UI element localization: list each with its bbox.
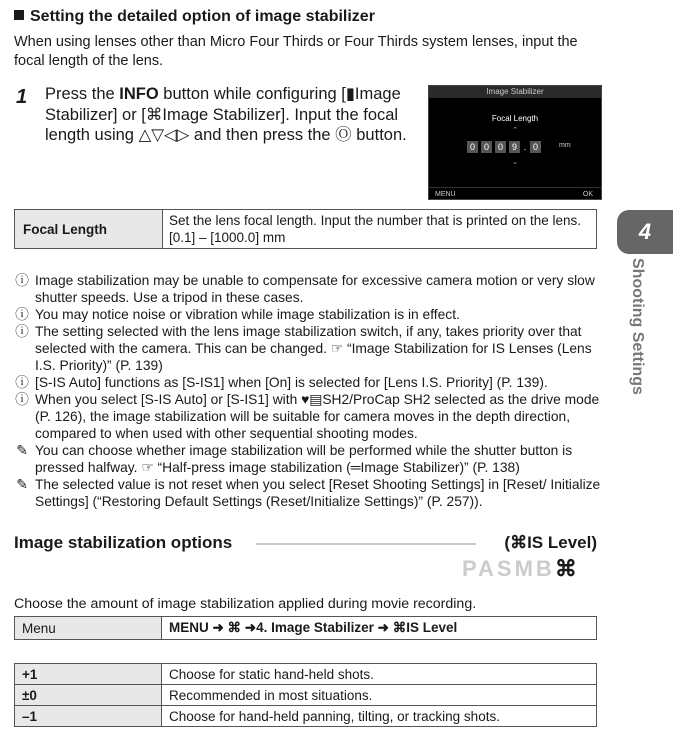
note-item: ⓘ Image stabilization may be unable to compensate for excessive camera motion or very slow shutter speeds. Use a tripod in these cases. [15,273,595,305]
note-item: ✎ The selected value is not reset when you select [Reset Shooting Settings] in [Reset/ Initialize Settings] (“Restoring Default Settings (Reset/Initialize Settings)” (P. 257)). [14,476,604,510]
note-item: ⓘ When you select [S-IS Auto] or [S-IS1] with ♥▤SH2/ProCap SH2 selected as the drive mode (P. 126), the image stabilization will be suitable for camera moves in the depth direction, compared to when used with other sequential shooting modes. [15,392,600,441]
square-bullet-icon [14,10,24,20]
note-item: ⓘ The setting selected with the lens image stabilization switch, if any, takes priority over that selected with the camera. This can be changed. ☞ “Image Stabilization for IS Lenses (Lens I.S. Priority)” (P. 139) [15,324,592,373]
table-row: +1 Choose for static hand-held shots. [15,664,597,685]
unit-label: mm [559,142,571,149]
info-icon: ⓘ [15,392,29,407]
heading-rule [256,543,476,545]
camera-screen-label: Focal Length [491,114,539,123]
pencil-icon: ✎ [16,443,28,458]
camera-screen-title: Image Stabilizer [429,86,601,98]
table-row: ±0 Recommended in most situations. [15,685,597,706]
choose-text: Choose the amount of image stabilization applied during movie recording. [14,596,477,612]
pencil-icon: ✎ [16,477,28,492]
note-item: ⓘ [S-IS Auto] functions as [S-IS1] when [On] is selected for [Lens I.S. Priority] (P. 139). [15,375,548,390]
focal-digits: 0 0 0 9 . 0 [467,141,541,153]
chapter-tab: 4 [617,210,673,254]
note-item: ✎ You can choose whether image stabilization will be performed while the shutter button is pressed halfway. ☞ “Half-press image stabilization (═Image Stabilizer)” (P. 138) [14,442,604,476]
step-instruction: Press the INFO button while configuring [▮Image Stabilizer] or [⌘Image Stabilizer]. Input the focal length using △▽◁▷ and then press the Ⓞ button. [45,85,407,144]
note-item: ⓘ You may notice noise or vibration while image stabilization is in effect. [15,307,460,322]
menu-path: MENU ➜ ⌘ ➜4. Image Stabilizer ➜ ⌘IS Level [162,617,597,640]
notes-list [14,272,604,510]
ok-label: OK [582,191,593,198]
chevron-up-icon: ⌃ [512,127,518,134]
options-heading-right: (⌘IS Level) [504,533,597,552]
back-menu-label: MENU [435,191,456,198]
focal-length-table [14,209,597,249]
chapter-title: Shooting Settings [629,258,646,395]
info-icon: ⓘ [15,273,29,288]
focal-length-desc: Set the lens focal length. Input the number that is printed on the lens. [0.1] – [1000.0] mm [163,210,597,249]
menu-path-table [14,616,597,640]
intro-paragraph: When using lenses other than Micro Four Thirds or Four Thirds system lenses, input the focal length of the lens. [14,34,578,69]
info-icon: ⓘ [15,375,29,390]
movie-mode-icon: ⌘ [554,556,577,581]
camera-bottom-bar [429,187,601,199]
info-icon: ⓘ [15,324,29,339]
menu-key: Menu [15,617,162,640]
section-heading: Setting the detailed option of image stabilizer [14,8,375,26]
step-number: 1 [16,86,28,108]
focal-length-key: Focal Length [15,210,163,249]
camera-screen-image [428,85,602,200]
table-row: –1 Choose for hand-held panning, tilting, or tracking shots. [15,706,597,727]
options-heading: Image stabilization options (⌘IS Level) [14,533,597,552]
chevron-down-icon: ⌄ [512,159,518,166]
levels-table [14,663,597,727]
info-icon: ⓘ [15,307,29,322]
shooting-modes: PASMB⌘ [462,556,577,581]
